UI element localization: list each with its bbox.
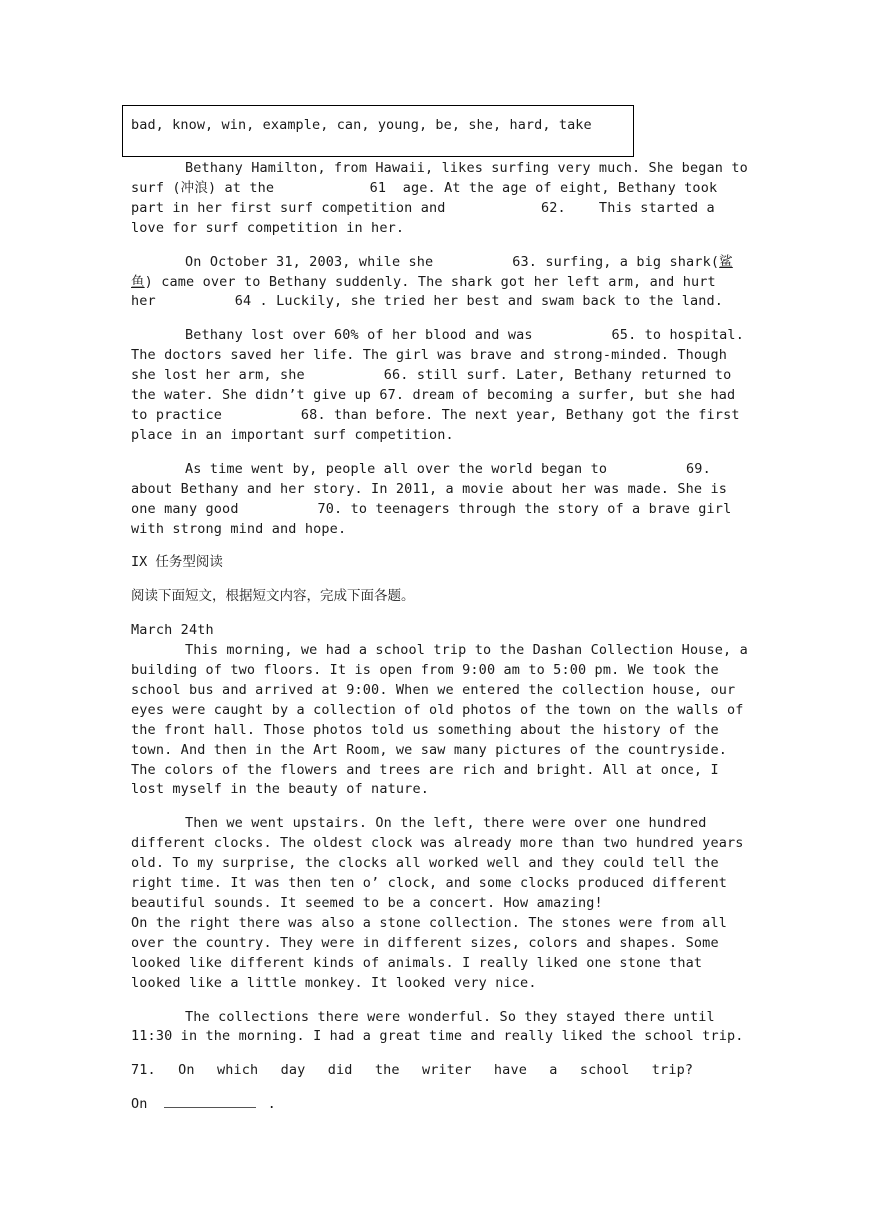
blank-63: 63.	[512, 253, 538, 270]
passage2-paragraph-1: This morning, we had a school trip to the Dashan Collection House, a building of two floors. It is open from 9:00 am to 5:00 pm. We took the school bus and arrived at 9:00. When we entered the collection house, our eyes were caught by a collection of old photos of the town on the walls of the front hall. Those photos told us something about the history of the town. And then in the Art Room, we saw many pictures of the countryside. The colors of the flowers and trees are rich and bright. All at once, I lost myself in the beauty of nature.	[131, 642, 748, 798]
text-run: still surf. Later, Bethany returned to the water. She didn’t give up	[131, 367, 732, 404]
passage1-paragraph-2	[131, 253, 751, 313]
blank-61: 61	[369, 179, 387, 196]
passage1-paragraph-3	[131, 326, 751, 445]
section-heading: IX 任务型阅读	[131, 554, 223, 571]
text-run: Bethany lost over 60% of her blood and was	[185, 327, 533, 344]
blank-65: 65.	[611, 327, 637, 344]
text-run: to hospital. The doctors saved her life. The girl was brave and strong-minded. Though she lost her arm, she	[131, 327, 744, 384]
blank-67: 67.	[379, 387, 405, 404]
passage1-paragraph-1	[131, 159, 751, 239]
blank-64: 64 .	[234, 293, 268, 310]
word-bank-box	[122, 105, 634, 157]
text-run: As time went by, people all over the world began to	[185, 460, 608, 477]
blank-66: 66.	[383, 367, 409, 384]
document-content	[131, 159, 751, 1129]
text-run: This started a love for surf competition in her.	[131, 199, 715, 236]
passage2-paragraph-4: The collections there were wonderful. So they stayed there until 11:30 in the morning. I had a great time and really liked the school trip.	[131, 1008, 744, 1045]
text-run: dream of becoming a surfer, but she had to practice	[131, 387, 736, 423]
blank-69: 69.	[686, 460, 711, 477]
text-run: surfing, a big shark(	[545, 253, 720, 270]
text-run: ) came over to Bethany suddenly. The shark got her left arm, and hurt her	[131, 273, 716, 310]
answer-blank-line[interactable]	[164, 1095, 256, 1108]
text-run: Luckily, she tried her best and swam back to the land.	[276, 293, 724, 310]
question-71: 71. On which day did the writer have a school trip?	[131, 1062, 694, 1079]
answer-prefix: On	[131, 1096, 148, 1113]
passage2-paragraph-2: Then we went upstairs. On the left, there were over one hundred different clocks. The oldest clock was already more than two hundred years old. To my surprise, the clocks all worked well and they could tell the right time. It was then ten o’ clock, and some clocks produced different beautiful sounds. It seemed to be a concert. How amazing!	[131, 815, 744, 911]
text-run: than before. The next year, Bethany got the first place in an important surf competition.	[131, 406, 740, 443]
blank-70: 70.	[317, 500, 343, 517]
text-run: to teenagers through the story of a brave girl with strong mind and hope.	[131, 500, 732, 537]
question-71-answer	[131, 1095, 751, 1115]
blank-68: 68.	[300, 406, 326, 423]
section-instruction: 阅读下面短文，根据短文内容，完成下面各题。	[131, 588, 415, 605]
word-bank-text: bad, know, win, example, can, young, be, she, hard, take	[131, 117, 592, 133]
passage1-paragraph-4	[131, 460, 751, 540]
text-run: about Bethany and her story. In 2011, a movie about her was made. She is one many good	[131, 480, 727, 517]
passage2-paragraph-3: On the right there was also a stone collection. The stones were from all over the country. They were in different sizes, colors and shapes. Some looked like different kinds of animals. I really liked one stone that looked like a little monkey. It looked very nice.	[131, 914, 727, 991]
blank-62: 62.	[540, 199, 566, 216]
text-run: Bethany Hamilton, from Hawaii, likes surfing very much. She began to surf (冲浪) at the	[131, 160, 748, 196]
text-run: On October 31, 2003, while she	[185, 253, 434, 270]
shark-chinese-term: 鲨鱼	[131, 253, 733, 290]
diary-date: March 24th	[131, 622, 214, 639]
text-run: age. At the age of eight, Bethany took part in her first surf competition and	[131, 179, 718, 216]
answer-suffix: .	[267, 1096, 276, 1113]
